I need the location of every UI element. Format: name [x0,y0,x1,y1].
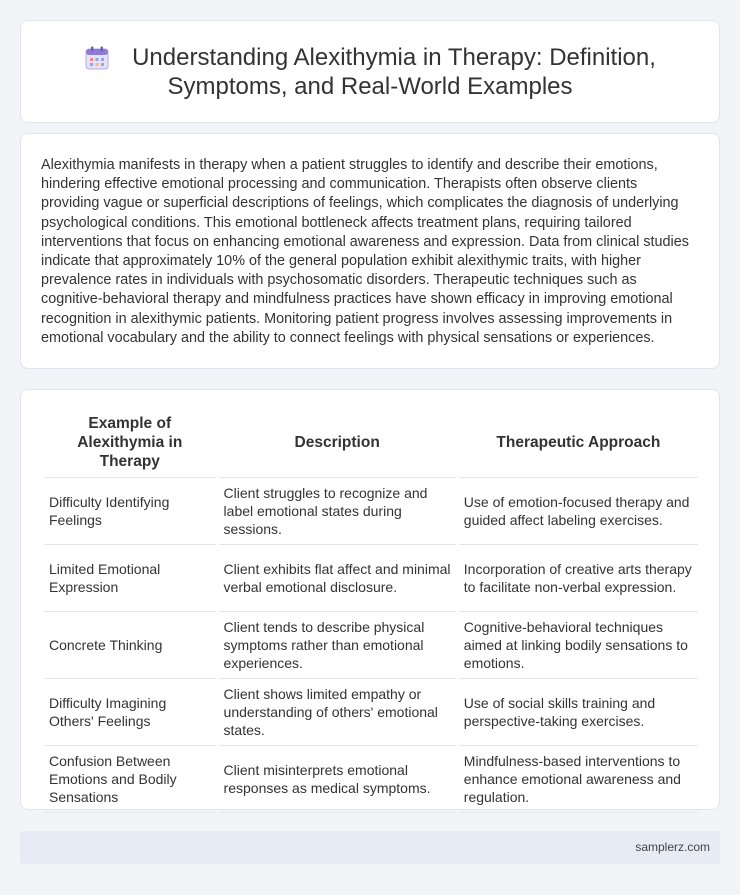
title-line-1: Understanding Alexithymia in Therapy: Definition, [132,44,656,71]
cell-description: Client misinterprets emotional responses as medical symptoms. [219,746,456,813]
table-row [44,545,698,612]
table-row [44,679,698,746]
cell-example: Confusion Between Emotions and Bodily Sensations [44,746,216,813]
cell-description: Client tends to describe physical symptoms rather than emotional experiences. [219,612,456,679]
table-header-row [44,412,698,478]
intro-paragraph: Alexithymia manifests in therapy when a patient struggles to identify and describe their emotions, hindering effective emotional processing and communication. Therapists often observe clients providing vague or superficial descriptions of feelings, which complicates the diagnosis of underlying psychological conditions. This emotional bottleneck affects treatment plans, requiring tailored interventions that focus on enhancing emotional awareness and expression. Data from clinical studies indicate that approximately 10% of the general population exhibit alexithymic traits, with higher prevalence rates in individuals with psychosomatic disorders. Therapeutic techniques such as cognitive-behavioral therapy and mindfulness practices have shown efficacy in improving emotional recognition in alexithymic patients. Monitoring patient progress involves assessing improvements in emotional vocabulary and the ability to connect feelings with physical sensations or experiences. [41,157,689,346]
cell-example: Concrete Thinking [44,612,216,679]
cell-approach: Use of emotion-focused therapy and guided affect labeling exercises. [459,478,698,545]
table-row [44,478,698,545]
cell-example: Difficulty Identifying Feelings [44,478,216,545]
cell-approach: Incorporation of creative arts therapy to facilitate non-verbal expression. [459,545,698,612]
cell-approach: Mindfulness-based interventions to enhance emotional awareness and regulation. [459,746,698,813]
examples-table [41,412,701,813]
table-row [44,746,698,813]
cell-example: Difficulty Imagining Others' Feelings [44,679,216,746]
calendar-icon [84,45,110,71]
cell-description: Client struggles to recognize and label emotional states during sessions. [219,478,456,545]
page-title [21,43,719,101]
header-description: Description [219,412,456,478]
cell-approach: Cognitive-behavioral techniques aimed at linking bodily sensations to emotions. [459,612,698,679]
cell-example: Limited Emotional Expression [44,545,216,612]
header-approach: Therapeutic Approach [459,412,698,478]
header-example: Example of Alexithymia in Therapy [44,412,216,478]
footer-bar [20,831,720,864]
title-card [20,20,720,123]
cell-description: Client exhibits flat affect and minimal verbal emotional disclosure. [219,545,456,612]
table-row [44,612,698,679]
title-line-2: Symptoms, and Real-World Examples [167,73,573,100]
footer-site-link[interactable]: samplerz.com [635,840,710,854]
table-card [20,389,720,810]
cell-approach: Use of social skills training and perspective-taking exercises. [459,679,698,746]
cell-description: Client shows limited empathy or understanding of others' emotional states. [219,679,456,746]
intro-card [20,133,720,369]
